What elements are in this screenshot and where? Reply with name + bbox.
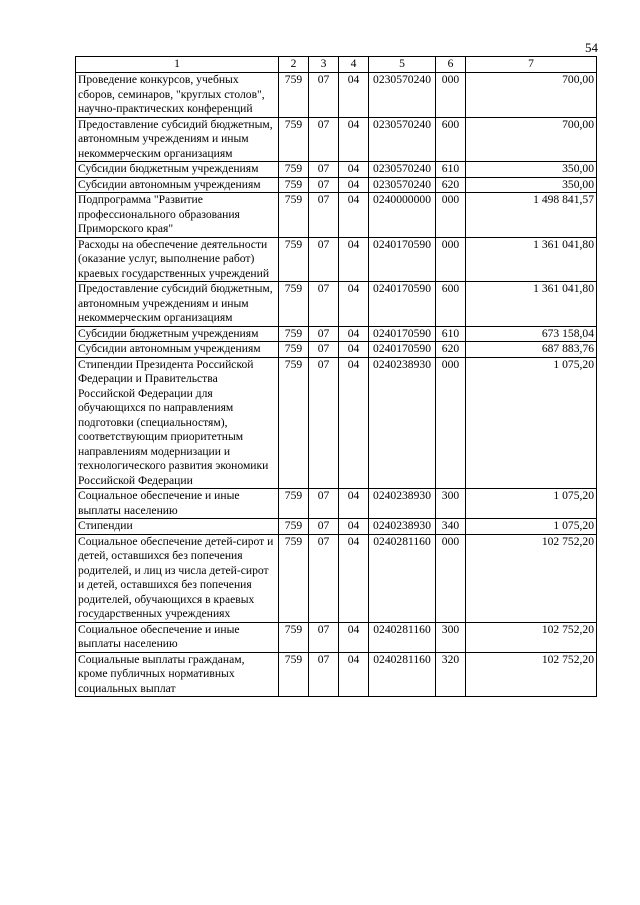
table-row [76,237,597,282]
target-item-cell: 0240170590 [369,326,436,342]
target-item-cell: 0240000000 [369,193,436,238]
ministry-code-cell: 759 [279,282,309,327]
expense-type-cell: 600 [436,282,466,327]
column-header: 6 [436,57,466,73]
target-item-cell: 0240281160 [369,652,436,697]
amount-cell: 1 075,20 [466,357,597,489]
table-row [76,357,597,489]
target-item-cell: 0240281160 [369,534,436,622]
section-code-cell: 07 [309,622,339,652]
section-code-cell: 07 [309,489,339,519]
table-row [76,519,597,535]
section-code-cell: 07 [309,652,339,697]
amount-cell: 102 752,20 [466,534,597,622]
amount-cell: 687 883,76 [466,342,597,358]
amount-cell: 700,00 [466,73,597,118]
target-item-cell: 0240170590 [369,342,436,358]
expense-type-cell: 620 [436,342,466,358]
subsection-code-cell: 04 [339,342,369,358]
budget-table [75,56,597,697]
section-code-cell: 07 [309,177,339,193]
expense-type-cell: 000 [436,193,466,238]
expense-type-cell: 000 [436,534,466,622]
table-row [76,193,597,238]
section-code-cell: 07 [309,73,339,118]
target-item-cell: 0240238930 [369,489,436,519]
row-name-cell: Предоставление субсидий бюджетным, автономным учреждениям и иным некоммерческим организациям [76,117,279,162]
subsection-code-cell: 04 [339,73,369,118]
amount-cell: 1 361 041,80 [466,282,597,327]
table-row [76,177,597,193]
table-row [76,326,597,342]
column-header: 7 [466,57,597,73]
subsection-code-cell: 04 [339,519,369,535]
expense-type-cell: 000 [436,73,466,118]
column-header: 4 [339,57,369,73]
expense-type-cell: 340 [436,519,466,535]
amount-cell: 350,00 [466,162,597,178]
target-item-cell: 0230570240 [369,162,436,178]
ministry-code-cell: 759 [279,357,309,489]
section-code-cell: 07 [309,534,339,622]
amount-cell: 1 075,20 [466,489,597,519]
ministry-code-cell: 759 [279,237,309,282]
table-row [76,534,597,622]
ministry-code-cell: 759 [279,652,309,697]
section-code-cell: 07 [309,162,339,178]
row-name-cell: Субсидии автономным учреждениям [76,177,279,193]
column-header: 1 [76,57,279,73]
target-item-cell: 0240238930 [369,519,436,535]
table-row [76,342,597,358]
target-item-cell: 0240170590 [369,282,436,327]
row-name-cell: Подпрограмма "Развитие профессионального образования Приморского края" [76,193,279,238]
target-item-cell: 0230570240 [369,117,436,162]
expense-type-cell: 610 [436,326,466,342]
table-row [76,622,597,652]
page-number: 54 [585,40,598,55]
table-row [76,652,597,697]
target-item-cell: 0240281160 [369,622,436,652]
section-code-cell: 07 [309,519,339,535]
target-item-cell: 0230570240 [369,177,436,193]
column-number-row [76,57,597,73]
subsection-code-cell: 04 [339,177,369,193]
expense-type-cell: 600 [436,117,466,162]
table-body [76,73,597,697]
section-code-cell: 07 [309,282,339,327]
row-name-cell: Проведение конкурсов, учебных сборов, семинаров, "круглых столов", научно-практических конференций [76,73,279,118]
subsection-code-cell: 04 [339,652,369,697]
table-row [76,117,597,162]
row-name-cell: Субсидии бюджетным учреждениям [76,326,279,342]
row-name-cell: Социальное обеспечение и иные выплаты населению [76,489,279,519]
ministry-code-cell: 759 [279,622,309,652]
section-code-cell: 07 [309,193,339,238]
subsection-code-cell: 04 [339,193,369,238]
ministry-code-cell: 759 [279,73,309,118]
section-code-cell: 07 [309,326,339,342]
section-code-cell: 07 [309,237,339,282]
row-name-cell: Стипендии [76,519,279,535]
ministry-code-cell: 759 [279,534,309,622]
ministry-code-cell: 759 [279,489,309,519]
ministry-code-cell: 759 [279,519,309,535]
column-header: 5 [369,57,436,73]
row-name-cell: Субсидии автономным учреждениям [76,342,279,358]
row-name-cell: Социальное обеспечение и иные выплаты населению [76,622,279,652]
amount-cell: 1 361 041,80 [466,237,597,282]
table-row [76,489,597,519]
expense-type-cell: 320 [436,652,466,697]
expense-type-cell: 620 [436,177,466,193]
subsection-code-cell: 04 [339,326,369,342]
section-code-cell: 07 [309,342,339,358]
ministry-code-cell: 759 [279,342,309,358]
amount-cell: 1 498 841,57 [466,193,597,238]
amount-cell: 1 075,20 [466,519,597,535]
amount-cell: 700,00 [466,117,597,162]
subsection-code-cell: 04 [339,357,369,489]
row-name-cell: Социальное обеспечение детей-сирот и детей, оставшихся без попечения родителей, и лиц из числа детей-сирот и детей, оставшихся без попечения родителей, обучающихся в краевых государственных учреждениях [76,534,279,622]
table-row [76,73,597,118]
column-header: 3 [309,57,339,73]
subsection-code-cell: 04 [339,117,369,162]
expense-type-cell: 000 [436,357,466,489]
row-name-cell: Социальные выплаты гражданам, кроме публичных нормативных социальных выплат [76,652,279,697]
table-row [76,282,597,327]
ministry-code-cell: 759 [279,326,309,342]
amount-cell: 350,00 [466,177,597,193]
subsection-code-cell: 04 [339,162,369,178]
subsection-code-cell: 04 [339,237,369,282]
target-item-cell: 0240170590 [369,237,436,282]
target-item-cell: 0230570240 [369,73,436,118]
table-row [76,162,597,178]
target-item-cell: 0240238930 [369,357,436,489]
section-code-cell: 07 [309,117,339,162]
row-name-cell: Субсидии бюджетным учреждениям [76,162,279,178]
ministry-code-cell: 759 [279,177,309,193]
ministry-code-cell: 759 [279,162,309,178]
subsection-code-cell: 04 [339,534,369,622]
section-code-cell: 07 [309,357,339,489]
subsection-code-cell: 04 [339,489,369,519]
row-name-cell: Стипендии Президента Российской Федерации и Правительства Российской Федерации для обучающихся по направлениям подготовки (специальностям), соответствующим приоритетным направлениям модернизации и технологического развития экономики Российской Федерации [76,357,279,489]
expense-type-cell: 300 [436,489,466,519]
ministry-code-cell: 759 [279,117,309,162]
row-name-cell: Предоставление субсидий бюджетным, автономным учреждениям и иным некоммерческим организациям [76,282,279,327]
ministry-code-cell: 759 [279,193,309,238]
column-header: 2 [279,57,309,73]
amount-cell: 673 158,04 [466,326,597,342]
expense-type-cell: 000 [436,237,466,282]
row-name-cell: Расходы на обеспечение деятельности (оказание услуг, выполнение работ) краевых государственных учреждений [76,237,279,282]
expense-type-cell: 300 [436,622,466,652]
expense-type-cell: 610 [436,162,466,178]
amount-cell: 102 752,20 [466,622,597,652]
subsection-code-cell: 04 [339,622,369,652]
amount-cell: 102 752,20 [466,652,597,697]
subsection-code-cell: 04 [339,282,369,327]
